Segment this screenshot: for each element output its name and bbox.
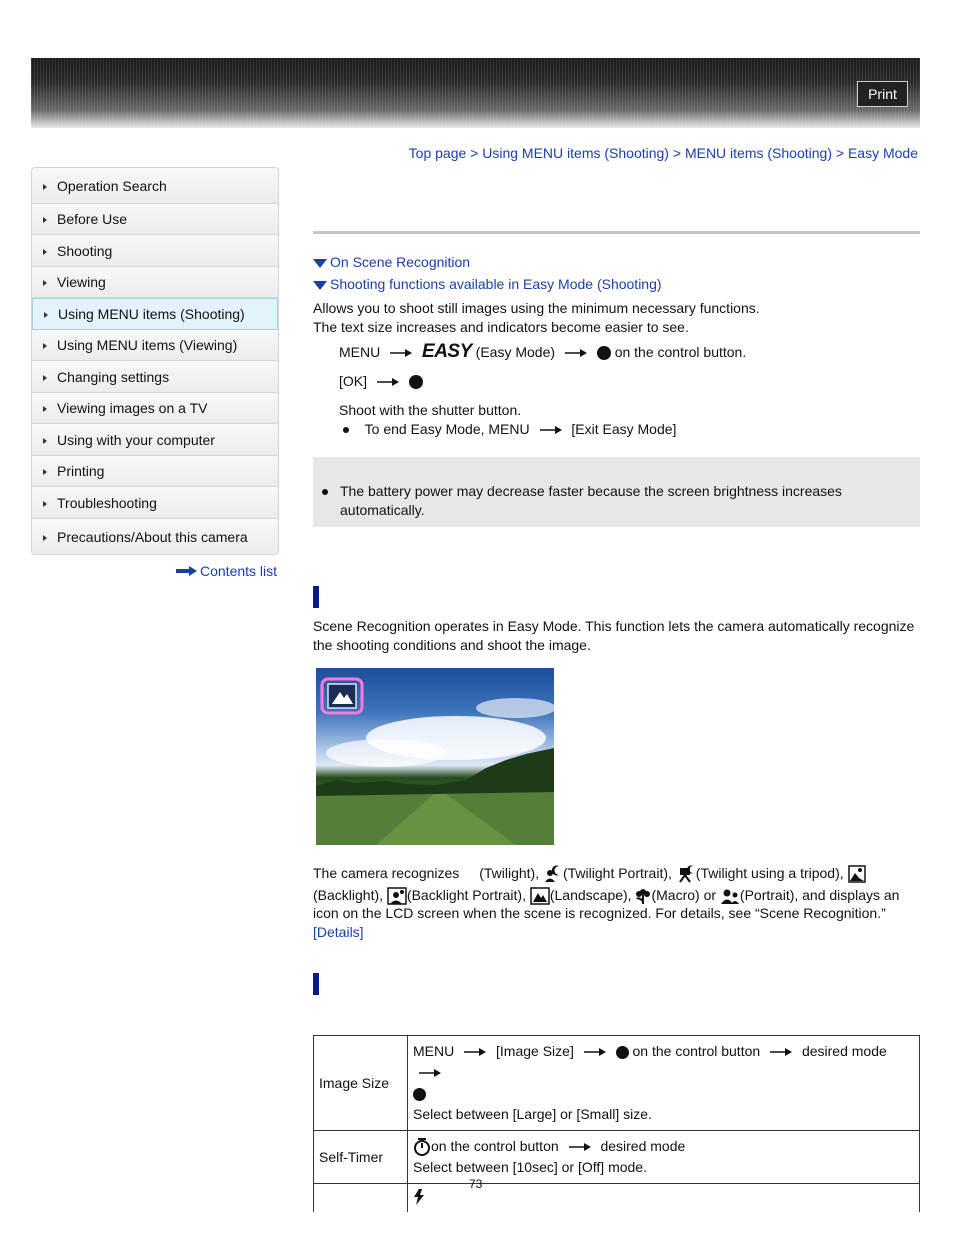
backlight-icon [848, 865, 866, 883]
intro-line-1: Allows you to shoot still images using the minimum necessary functions. [313, 300, 760, 316]
table-row-head: Self-Timer [314, 1131, 408, 1184]
self-timer-icon [413, 1138, 431, 1156]
section-heading-bar [313, 586, 319, 608]
backlight-portrait-icon [387, 887, 407, 905]
menu-label: MENU [339, 344, 381, 360]
note-line-1 [322, 482, 842, 501]
scene-line-1: Scene Recognition operates in Easy Mode. This function lets the camera automatically recognize [313, 618, 915, 634]
step-1 [339, 341, 746, 363]
sidebar-item-label: Changing settings [57, 368, 170, 385]
sidebar-item-computer[interactable] [32, 424, 278, 456]
table-row-head: Image Size [314, 1036, 408, 1131]
twilight-tripod-icon [676, 865, 696, 883]
landscape-image [316, 668, 554, 845]
sidebar-item-precautions[interactable] [32, 519, 278, 554]
easy-icon: EASY [422, 341, 472, 362]
twilight-portrait-icon [543, 865, 563, 883]
breadcrumb-easy-mode[interactable]: Easy Mode [847, 145, 918, 161]
easy-mode-label: (Easy Mode) [475, 344, 556, 360]
ok-label: [OK] [339, 373, 368, 389]
image-size-label: [Image Size] [496, 1043, 574, 1059]
arrow-right-icon [565, 349, 587, 357]
print-button[interactable]: Print [857, 81, 908, 107]
triangle-right-icon [43, 217, 47, 223]
sidebar-item-label: Troubleshooting [57, 494, 157, 511]
header-banner [31, 58, 920, 128]
image-size-note: Select between [Large] or [Small] size. [413, 1106, 652, 1122]
contents-list-link[interactable] [176, 563, 277, 579]
anchor-scene-recognition[interactable] [313, 254, 470, 270]
sidebar-item-label: Using with your computer [57, 431, 215, 448]
arrow-right-icon [584, 1048, 606, 1056]
breadcrumb-separator: > [672, 145, 682, 161]
control-center-button-icon [616, 1046, 629, 1059]
landscape-icon [530, 887, 550, 905]
scene-line-2: the shooting conditions and shoot the image. [313, 637, 591, 653]
control-center-button-icon [409, 375, 423, 389]
anchor-label: Shooting functions available in Easy Mode (Shooting) [330, 276, 662, 292]
breadcrumb [409, 145, 918, 161]
breadcrumb-menu-items-shooting[interactable]: MENU items (Shooting) [684, 145, 832, 161]
step-end-easy-mode [343, 420, 676, 439]
triangle-right-icon [44, 312, 48, 318]
sidebar-item-label: Viewing images on a TV [57, 400, 208, 416]
control-center-button-icon [597, 346, 611, 360]
desired-mode-text: desired mode [801, 1043, 887, 1059]
note-box [313, 457, 920, 527]
menu-label: MENU [413, 1043, 455, 1059]
note-text: The battery power may decrease faster because the screen brightness increases [340, 483, 842, 499]
portrait-icon [720, 887, 740, 905]
intro-line-2: The text size increases and indicators become easier to see. [313, 319, 689, 335]
sidebar-item-shooting[interactable] [32, 235, 278, 267]
triangle-right-icon [43, 375, 47, 381]
arrow-right-icon [390, 349, 412, 357]
sidebar-item-label: Precautions/About this camera [57, 528, 248, 545]
anchor-shooting-functions[interactable] [313, 276, 662, 292]
table-row-body [408, 1131, 920, 1184]
sidebar-item-using-menu-viewing[interactable] [32, 330, 278, 361]
arrow-right-icon [176, 566, 197, 576]
control-text: on the control button [431, 1138, 559, 1154]
flash-icon [413, 1189, 425, 1205]
title-divider [313, 231, 920, 234]
triangle-right-icon [43, 406, 47, 412]
bullet-icon [322, 489, 328, 495]
sidebar-item-label: Operation Search [57, 177, 167, 194]
arrow-right-icon [419, 1069, 441, 1077]
arrow-right-icon [540, 426, 562, 434]
triangle-right-icon [43, 535, 47, 541]
sidebar-item-troubleshooting[interactable] [32, 487, 278, 519]
table-row-head [314, 1184, 408, 1213]
scene-desc-line-a [313, 862, 866, 884]
scene-desc-line-c: icon on the LCD screen when the scene is recognized. For details, see “Scene Recognition.” [313, 905, 886, 921]
section-heading-bar [313, 973, 319, 995]
note-line-2: automatically. [340, 502, 425, 518]
triangle-down-icon [313, 281, 327, 290]
bullet-icon [343, 427, 349, 433]
arrow-right-icon [569, 1143, 591, 1151]
sidebar-item-label: Using MENU items (Viewing) [57, 337, 238, 353]
table-row [314, 1036, 920, 1131]
triangle-right-icon [43, 469, 47, 475]
control-text: on the control button [632, 1043, 761, 1059]
step-2 [339, 372, 423, 391]
control-center-button-icon [413, 1088, 426, 1101]
sidebar-item-label: Shooting [57, 242, 113, 259]
portrait-label: (Portrait), and displays an [739, 887, 900, 903]
sidebar-item-label: Before Use [57, 211, 128, 227]
end-post: [Exit Easy Mode] [571, 421, 677, 437]
table-row-body [408, 1036, 920, 1131]
anchor-label: On Scene Recognition [330, 254, 471, 270]
triangle-right-icon [43, 249, 47, 255]
sidebar-item-printing[interactable] [32, 456, 278, 487]
breadcrumb-top-page[interactable]: Top page [408, 145, 467, 161]
sidebar-item-viewing[interactable] [32, 267, 278, 298]
sidebar-item-label: Using MENU items (Shooting) [58, 306, 245, 322]
scene-desc-prefix: The camera recognizes [313, 865, 460, 881]
contents-list-label: Contents list [200, 563, 278, 579]
triangle-right-icon [43, 343, 47, 349]
arrow-right-icon [770, 1048, 792, 1056]
details-link[interactable]: [Details] [313, 924, 364, 940]
triangle-right-icon [43, 184, 47, 190]
twilight-tripod-label: (Twilight using a tripod), [695, 865, 844, 881]
table-row [314, 1184, 920, 1213]
breadcrumb-separator: > [835, 145, 845, 161]
scene-desc-line-b [313, 884, 899, 906]
end-pre: To end Easy Mode, MENU [364, 421, 530, 437]
arrow-right-icon [377, 378, 399, 386]
macro-icon [635, 887, 651, 905]
breadcrumb-using-menu-shooting[interactable]: Using MENU items (Shooting) [482, 145, 669, 161]
desired-mode-text: desired mode [600, 1138, 686, 1154]
sidebar-item-using-menu-shooting[interactable] [32, 298, 278, 330]
arrow-right-icon [464, 1048, 486, 1056]
twilight-portrait-label: (Twilight Portrait), [562, 865, 672, 881]
scene-recognition-photo [316, 668, 554, 845]
control-button-text: on the control button. [614, 344, 747, 360]
landscape-label: (Landscape), [549, 887, 632, 903]
twilight-icon [463, 865, 479, 883]
sidebar-item-viewing-on-tv[interactable] [32, 393, 278, 424]
functions-table [313, 1035, 920, 1212]
triangle-right-icon [43, 438, 47, 444]
triangle-right-icon [43, 501, 47, 507]
sidebar-item-label: Printing [57, 463, 105, 479]
table-row-body [408, 1184, 920, 1213]
step-3: Shoot with the shutter button. [339, 402, 522, 418]
backlight-portrait-label: (Backlight Portrait), [406, 887, 526, 903]
breadcrumb-separator: > [470, 145, 479, 161]
sidebar-item-label: Viewing [57, 274, 106, 290]
triangle-right-icon [43, 280, 47, 286]
backlight-label: (Backlight), [313, 887, 384, 903]
page-number: 73 [469, 1177, 483, 1191]
sidebar-item-changing-settings[interactable] [32, 361, 278, 393]
sidebar-nav [31, 167, 279, 555]
sidebar-item-before-use[interactable] [32, 204, 278, 235]
twilight-label: (Twilight), [479, 865, 540, 881]
triangle-down-icon [313, 259, 327, 268]
self-timer-note: Select between [10sec] or [Off] mode. [413, 1159, 647, 1175]
macro-label: (Macro) or [651, 887, 717, 903]
table-row [314, 1131, 920, 1184]
sidebar-item-operation-search[interactable] [32, 168, 278, 204]
